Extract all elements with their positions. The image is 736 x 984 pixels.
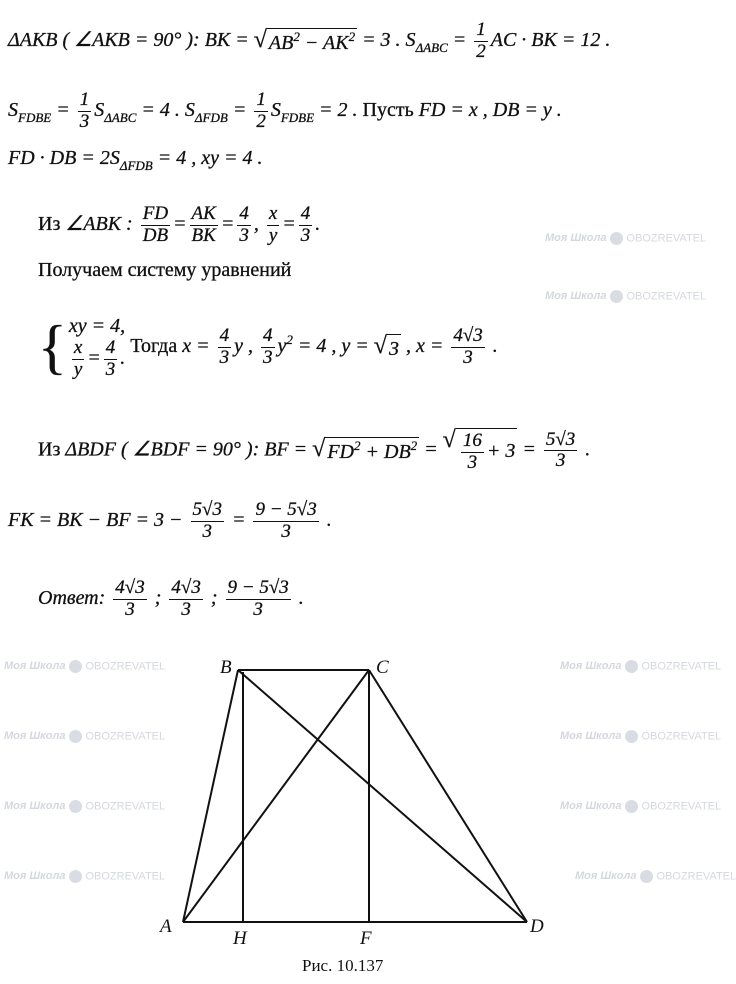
math-text: ΔAKB ( ∠AKB = 90° ): BK = bbox=[8, 28, 254, 51]
math-text: ; bbox=[205, 586, 223, 609]
superscript: 2 bbox=[293, 28, 300, 44]
numerator: AK bbox=[191, 203, 216, 224]
denominator: 3 bbox=[300, 224, 311, 246]
math-text: . bbox=[293, 586, 304, 609]
text: Получаем систему уравнений bbox=[38, 259, 292, 281]
subscript: ΔABC bbox=[104, 109, 137, 125]
denominator: y bbox=[73, 358, 83, 380]
math-text: = bbox=[51, 98, 75, 121]
numerator: FD bbox=[142, 203, 169, 224]
numerator: 16 bbox=[462, 430, 482, 451]
math-text: . bbox=[487, 334, 498, 357]
math-text: = 2 . bbox=[314, 98, 363, 121]
superscript: 2 bbox=[354, 438, 361, 454]
math-text: , x = bbox=[400, 334, 449, 357]
denominator: 3 bbox=[467, 451, 478, 473]
math-text: . bbox=[120, 346, 126, 369]
denominator: DB bbox=[142, 224, 169, 246]
label-c: C bbox=[376, 657, 389, 678]
watermark-logo: Моя Школа OBOZREVATEL bbox=[4, 870, 166, 883]
label-a: A bbox=[160, 916, 172, 937]
math-text: , bbox=[253, 212, 264, 235]
numerator: 1 bbox=[476, 19, 486, 40]
subscript: ΔABC bbox=[415, 39, 448, 55]
denominator: 3 bbox=[79, 110, 90, 132]
numerator: 4 bbox=[219, 325, 230, 346]
denominator: 3 bbox=[125, 598, 135, 620]
label-b: B bbox=[220, 657, 232, 678]
math-text: = bbox=[447, 28, 472, 51]
subscript: ΔFDB bbox=[194, 109, 228, 125]
math-text: FD · DB = 2S bbox=[8, 147, 120, 169]
numerator: 5√3 bbox=[192, 499, 222, 520]
math-text: Ответ: bbox=[38, 586, 111, 609]
watermark-logo: Моя Школа OBOZREVATEL bbox=[560, 800, 722, 813]
radical-sign: √ bbox=[442, 427, 456, 453]
label-f: F bbox=[360, 928, 372, 949]
denominator: 2 bbox=[256, 110, 266, 132]
subscript: ΔFDB bbox=[119, 158, 153, 173]
numerator: 4 bbox=[239, 203, 249, 224]
math-text: AC · BK = 12 . bbox=[490, 28, 611, 51]
math-text: . bbox=[321, 508, 332, 531]
math-text: FD bbox=[327, 441, 355, 464]
watermark-logo: Моя Школа OBOZREVATEL bbox=[4, 730, 166, 743]
radical-sign: √ bbox=[253, 26, 267, 53]
math-text: + DB bbox=[360, 441, 411, 464]
denominator: 3 bbox=[263, 346, 273, 368]
math-text: FD = x , DB = y . bbox=[418, 98, 562, 121]
math-text: x = bbox=[182, 334, 215, 357]
denominator: 3 bbox=[463, 346, 473, 368]
math-text: = bbox=[220, 212, 235, 235]
numerator: 4 bbox=[300, 203, 311, 224]
denominator: BK bbox=[191, 224, 216, 246]
watermark-logo: Моя Школа OBOZREVATEL bbox=[4, 800, 166, 813]
denominator: 3 bbox=[219, 346, 230, 368]
subscript: FDBE bbox=[280, 109, 315, 125]
math-text: = 3 . S bbox=[357, 28, 416, 51]
numerator: x bbox=[268, 203, 278, 224]
denominator: 3 bbox=[105, 358, 116, 380]
superscript: 2 bbox=[410, 438, 418, 454]
math-text: + 3 bbox=[486, 439, 516, 462]
numerator: 1 bbox=[256, 89, 266, 110]
numerator: 4 bbox=[263, 325, 273, 346]
math-text: 3 bbox=[388, 337, 399, 360]
denominator: 3 bbox=[202, 520, 212, 542]
superscript: 2 bbox=[286, 331, 293, 347]
denominator: 2 bbox=[476, 40, 486, 62]
numerator: 4√3 bbox=[171, 577, 201, 598]
numerator: 5√3 bbox=[545, 428, 576, 450]
math-text: ∠ABK : bbox=[65, 212, 138, 235]
figure-caption: Рис. 10.137 bbox=[302, 956, 384, 975]
segment-cd bbox=[369, 670, 527, 922]
numerator: x bbox=[73, 337, 83, 358]
math-text: . bbox=[580, 438, 591, 461]
math-text: . bbox=[315, 212, 321, 235]
text: Из bbox=[38, 212, 66, 235]
math-text: xy = 4, bbox=[68, 315, 126, 337]
math-text: = 4 , xy = 4 . bbox=[152, 147, 263, 169]
numerator: 4√3 bbox=[115, 577, 145, 598]
watermark-logo: Моя Школа OBOZREVATEL bbox=[560, 730, 722, 743]
brace-icon: { bbox=[38, 314, 67, 381]
numerator: 9 − 5√3 bbox=[227, 577, 289, 598]
math-text: = 4 , y = bbox=[292, 334, 374, 357]
label-h: H bbox=[233, 928, 247, 949]
denominator: y bbox=[268, 224, 278, 246]
superscript: 2 bbox=[348, 28, 356, 44]
numerator: 4 bbox=[105, 337, 116, 358]
math-text: y , bbox=[234, 334, 258, 357]
denominator: 3 bbox=[181, 598, 191, 620]
label-d: D bbox=[530, 916, 544, 937]
watermark-logo: Моя Школа OBOZREVATEL bbox=[560, 660, 722, 673]
watermark-logo: Моя Школа OBOZREVATEL bbox=[575, 870, 736, 883]
math-text: ΔBDF ( ∠BDF = 90° ): BF = bbox=[65, 438, 313, 461]
math-text: AB bbox=[268, 31, 294, 54]
numerator: 9 − 5√3 bbox=[255, 499, 317, 520]
subscript: FDBE bbox=[18, 109, 52, 125]
math-text: = bbox=[226, 508, 251, 531]
math-text: FK = BK − BF = 3 − bbox=[8, 508, 188, 531]
watermark-logo: Моя Школа OBOZREVATEL bbox=[545, 232, 707, 245]
math-text: S bbox=[270, 98, 281, 121]
denominator: 3 bbox=[555, 450, 566, 472]
math-text: = bbox=[282, 212, 296, 235]
denominator: 3 bbox=[281, 520, 291, 542]
math-text: = bbox=[173, 212, 187, 235]
numerator: 1 bbox=[79, 89, 90, 110]
math-text: = bbox=[419, 438, 443, 461]
radical-sign: √ bbox=[373, 332, 387, 359]
text: Пусть bbox=[362, 98, 419, 121]
radical-sign: √ bbox=[312, 436, 326, 463]
math-text: = bbox=[227, 98, 252, 121]
math-text: = bbox=[87, 346, 101, 369]
watermark-logo: Моя Школа OBOZREVATEL bbox=[545, 290, 707, 303]
text: Тогда bbox=[125, 334, 183, 357]
math-text: = 4 . S bbox=[136, 98, 195, 121]
math-text: S bbox=[94, 98, 105, 121]
math-text: ; bbox=[149, 586, 167, 609]
math-text: − AK bbox=[299, 31, 349, 54]
diagonal-bd bbox=[238, 670, 527, 922]
math-text: = bbox=[517, 438, 541, 461]
numerator: 4√3 bbox=[453, 325, 483, 346]
denominator: 3 bbox=[253, 598, 263, 620]
text: Из bbox=[38, 438, 66, 461]
math-text: S bbox=[8, 98, 18, 121]
math-text: y bbox=[277, 334, 287, 357]
denominator: 3 bbox=[239, 224, 249, 246]
watermark-logo: Моя Школа OBOZREVATEL bbox=[4, 660, 166, 673]
